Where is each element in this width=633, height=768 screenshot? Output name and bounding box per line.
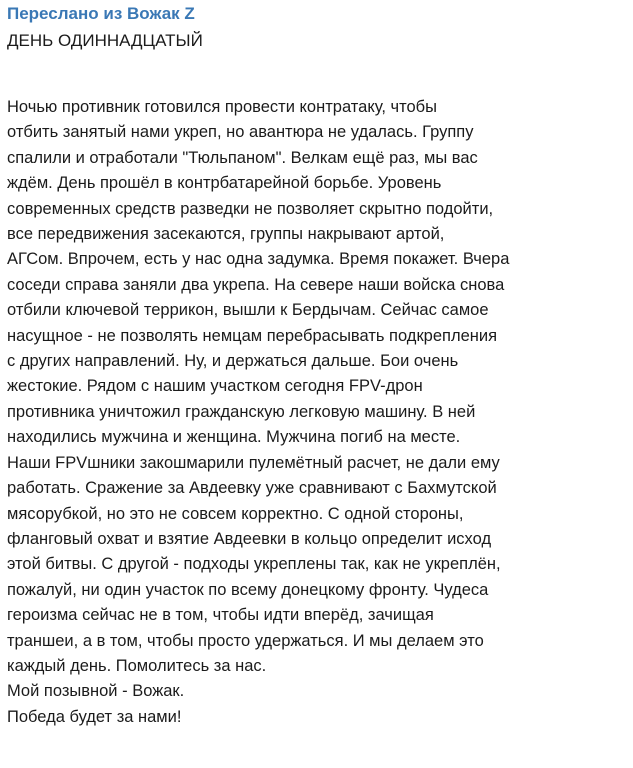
message-line: с других направлений. Ну, и держаться дальше. Бои очень — [7, 352, 459, 371]
message-line: соседи справа заняли два укрепа. На севере наши войска снова — [7, 275, 505, 294]
message-line: спалили и отработали "Тюльпаном". Велкам ещё раз, мы вас — [7, 148, 478, 167]
message-line: Мой позывной - Вожак. — [7, 682, 185, 701]
message-line: Победа будет за нами! — [7, 707, 182, 726]
message-line: работать. Сражение за Авдеевку уже сравнивают с Бахмутской — [7, 479, 497, 498]
message-line: АГСом. Впрочем, есть у нас одна задумка. Время покажет. Вчера — [7, 250, 510, 269]
message-line: находились мужчина и женщина. Мужчина погиб на месте. — [7, 428, 461, 447]
message-line: мясорубкой, но это не совсем корректно. С одной стороны, — [7, 504, 464, 523]
message-body — [7, 95, 627, 730]
message-line: пожалуй, ни один участок по всему донецкому фронту. Чудеса — [7, 580, 489, 599]
message-line: Ночью противник готовился провести контратаку, чтобы — [7, 98, 437, 116]
message-line: современных средств разведки не позволяет скрытно подойти, — [7, 199, 494, 218]
message-line: Наши FPVшники закошмарили пулемётный расчет, не дали ему — [7, 453, 500, 472]
message-title: ДЕНЬ ОДИННАДЦАТЫЙ — [7, 31, 203, 50]
message-line: ждём. День прошёл в контрбатарейной борьбе. Уровень — [7, 174, 442, 193]
message-line: каждый день. Помолитесь за нас. — [7, 656, 267, 675]
message-line: отбили ключевой террикон, вышли к Бердычам. Сейчас самое — [7, 301, 489, 320]
message-line: все передвижения засекаются, группы накрывают артой, — [7, 225, 445, 244]
forwarded-prefix: Переслано из — [7, 4, 123, 23]
message-line: насущное - не позволять немцам перебрасывать подкрепления — [7, 326, 498, 345]
message-line: героизма сейчас не в том, чтобы идти вперёд, зачищая — [7, 606, 434, 625]
forwarded-header[interactable] — [7, 3, 627, 25]
message-line: противника уничтожил гражданскую легковую машину. В ней — [7, 402, 476, 421]
message-line: отбить занятый нами укреп, но авантюра не удалась. Группу — [7, 123, 474, 142]
message-line: этой битвы. С другой - подходы укреплены так, как не укреплён, — [7, 555, 501, 574]
message-line: жестокие. Рядом с нашим участком сегодня FPV-дрон — [7, 377, 423, 396]
forwarded-author-link[interactable]: Вожак Z — [127, 4, 195, 23]
message-line: фланговый охват и взятие Авдеевки в кольцо определит исход — [7, 529, 492, 548]
message-line: траншеи, а в том, чтобы просто удержаться. И мы делаем это — [7, 631, 484, 650]
message-bubble — [7, 0, 627, 730]
